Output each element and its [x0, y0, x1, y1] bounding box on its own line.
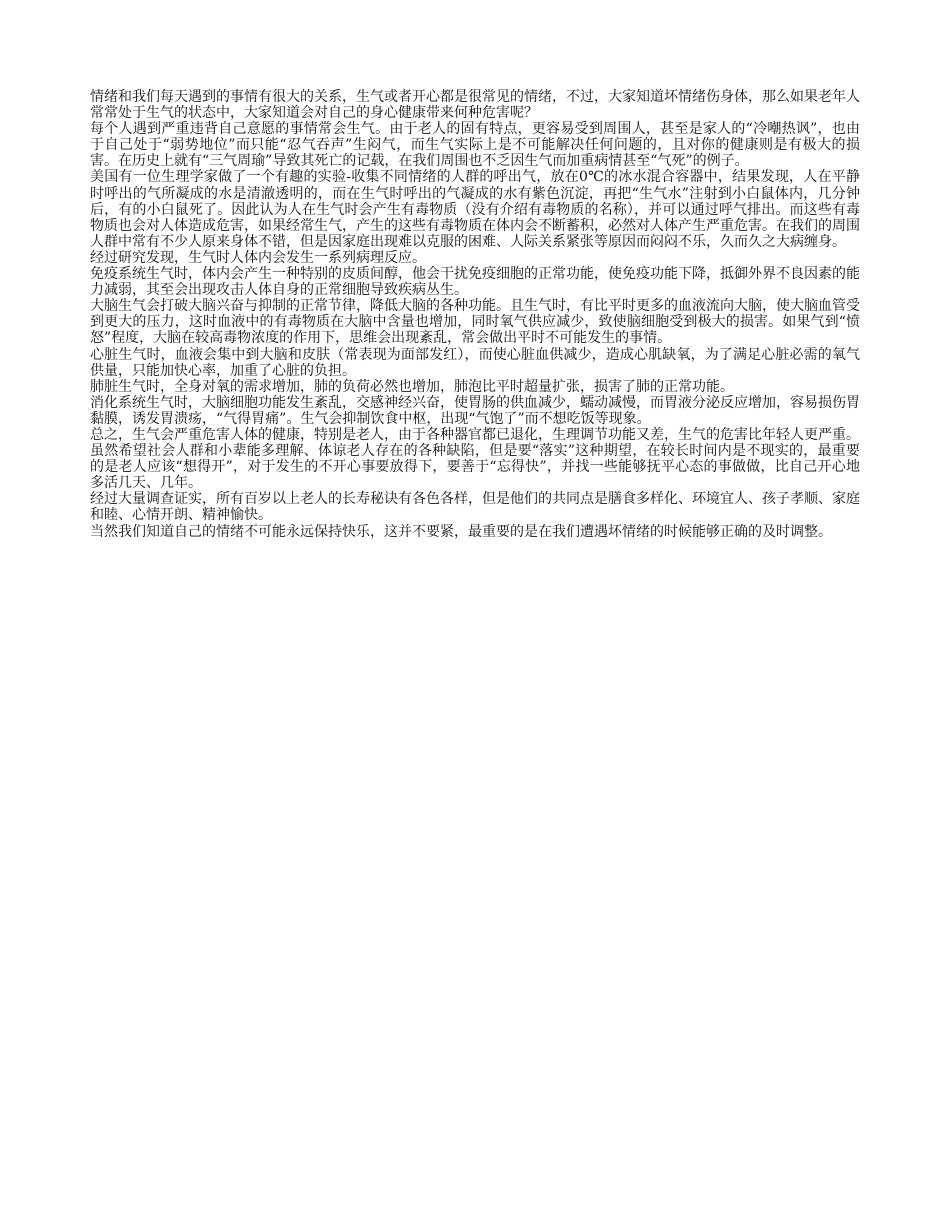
paragraph-advice: 虽然希望社会人群和小辈能多理解、体谅老人存在的各种缺陷，但是要“落实”这种期望，在较长时间内是不现实的，最重要的是老人应该“想得开”，对于发生的不开心事要放得下，要善于“忘得快”，并找一些能够抚平心态的事做做，比自己开心地多活几天、几年。 [90, 443, 860, 492]
paragraph-immune-system: 免疫系统生气时，体内会产生一种特别的皮质间醇，他会干扰免疫细胞的正常功能，使免疫功能下降，抵御外界不良因素的能力减弱，其至会出现攻击人体自身的正常细胞导致疾病丛生。 [90, 266, 860, 299]
paragraph-digestive-system: 消化系统生气时，大脑细胞功能发生紊乱，交感神经兴奋，使胃肠的供血减少，蠕动减慢，而胃液分泌反应增加，容易损伤胃黏膜，诱发胃溃疡，“气得胃痛”。生气会抑制饮食中枢，出现“气饱了”而不想吃饭等现象。 [90, 394, 860, 427]
paragraph-summary: 总之，生气会严重危害人体的健康，特别是老人，由于各种器官都已退化，生理调节功能又差，生气的危害比年轻人更严重。 [90, 426, 860, 443]
paragraph-lungs: 肺脏生气时，全身对氧的需求增加，肺的负荷必然也增加，肺泡比平时超量扩张，损害了肺的正常功能。 [90, 378, 734, 395]
paragraph-intro: 情绪和我们每天遇到的事情有很大的关系，生气或者开心都是很常见的情绪，不过，大家知道坏情绪伤身体，那么如果老年人常常处于生气的状态中，大家知道会对自己的身心健康带来何种危害呢？ [90, 89, 860, 122]
paragraph-conclusion: 当然我们知道自己的情绪不可能永远保持快乐，这并不要紧，最重要的是在我们遭遇坏情绪的时候能够正确的及时调整。 [90, 523, 832, 540]
paragraph-breath-experiment: 美国有一位生理学家做了一个有趣的实验-收集不同情绪的人群的呼出气，放在0℃的冰水混合容器中，结果发现，人在平静时呼出的气所凝成的水是清澈透明的，而在生气时呼出的气凝成的水有紫色沉淀，再把“生气水”注射到小白鼠体内，几分钟后，有的小白鼠死了。因此认为人在生气时会产生有毒物质（没有介绍有毒物质的名称），并可以通过呼气排出。而这些有毒物质也会对人体造成危害，如果经常生气，产生的这些有毒物质在体内会不断蓄积，必然对人体产生严重危害。在我们的周围人群中常有不少人原来身体不错，但是因家庭出现难以克服的困难、人际关系紧张等原因而闷闷不乐，久而久之大病缠身。 [90, 169, 860, 250]
paragraph-anger-causes: 每个人遇到严重违背自己意愿的事情常会生气。由于老人的固有特点，更容易受到周围人，甚至是家人的“冷嘲热讽”，也由于自己处于“弱势地位”而只能“忍气吞声”生闷气，而生气实际上是不可能解决任何问题的，且对你的健康则是有极大的损害。在历史上就有“三气周瑜”导致其死亡的记载，在我们周围也不乏因生气而加重病情甚至“气死”的例子。 [90, 121, 860, 170]
document-body [90, 89, 860, 540]
paragraph-research-finding: 经过研究发现，生气时人体内会发生一系列病理反应。 [90, 249, 426, 266]
paragraph-heart: 心脏生气时，血液会集中到大脑和皮肤（常表现为面部发红），而使心脏血供减少，造成心肌缺氧，为了满足心脏必需的氧气供量，只能加快心率，加重了心脏的负担。 [90, 346, 860, 379]
paragraph-longevity: 经过大量调查证实，所有百岁以上老人的长寿秘诀有各色各样，但是他们的共同点是膳食多样化、环境宜人、孩子孝顺、家庭和睦、心情开朗、精神愉快。 [90, 491, 860, 524]
paragraph-brain: 大脑生气会打破大脑兴奋与抑制的正常节律，降低大脑的各种功能。且生气时，有比平时更多的血液流向大脑，使大脑血管受到更大的压力，这时血液中的有毒物质在大脑中含量也增加，同时氧气供应减少，致使脑细胞受到极大的损害。如果气到“愤怒”程度，大脑在较高毒物浓度的作用下，思维会出现紊乱，常会做出平时不可能发生的事情。 [90, 298, 860, 347]
